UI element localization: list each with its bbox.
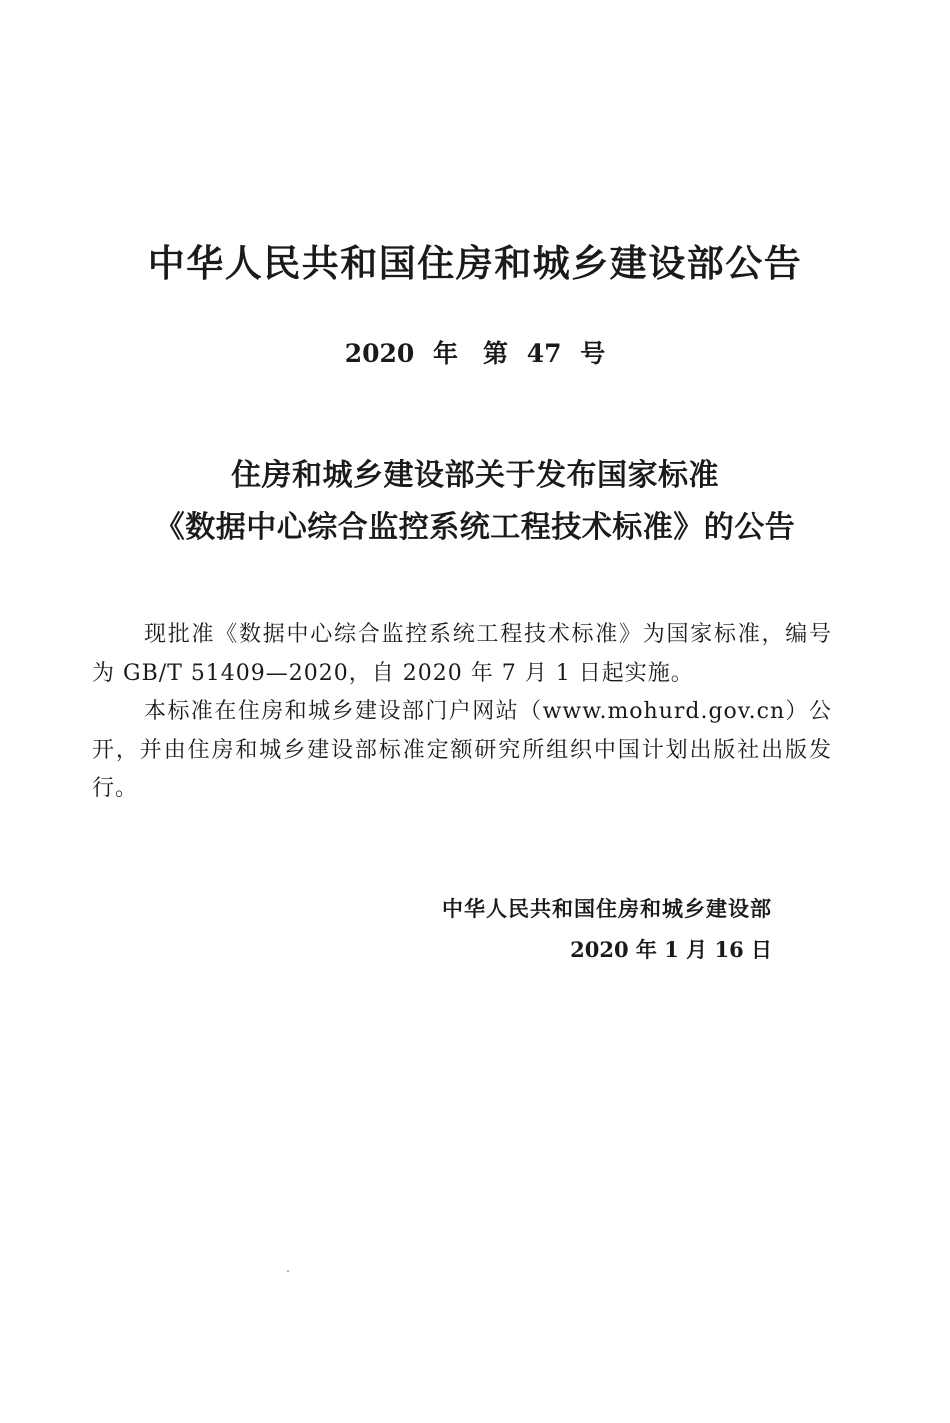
- org-title: 中华人民共和国住房和城乡建设部公告: [147, 242, 803, 285]
- signature-organization: 中华人民共和国住房和城乡建设部: [442, 897, 772, 921]
- scan-speck: [287, 1270, 289, 1272]
- body-paragraph-1: 现批准《数据中心综合监控系统工程技术标准》为国家标准，编号为 GB/T 51409—2020，自 2020 年 7 月 1 日起实施。: [92, 622, 832, 686]
- body-paragraph-2-block: [92, 693, 832, 809]
- signature-date: 2020 年 1 月 16 日: [570, 937, 772, 962]
- issue-number: 2020 年 第 47 号: [344, 339, 606, 368]
- announcement-title: [0, 450, 950, 554]
- body-paragraph-1-block: [92, 616, 832, 693]
- announcement-title-line-2: 《数据中心综合监控系统工程技术标准》的公告: [154, 510, 796, 545]
- announcement-title-line-1: 住房和城乡建设部关于发布国家标准: [231, 458, 719, 493]
- body-paragraph-2: 本标准在住房和城乡建设部门户网站（www.mohurd.gov.cn）公开，并由住房和城乡建设部标准定额研究所组织中国计划出版社出版发行。: [92, 699, 832, 801]
